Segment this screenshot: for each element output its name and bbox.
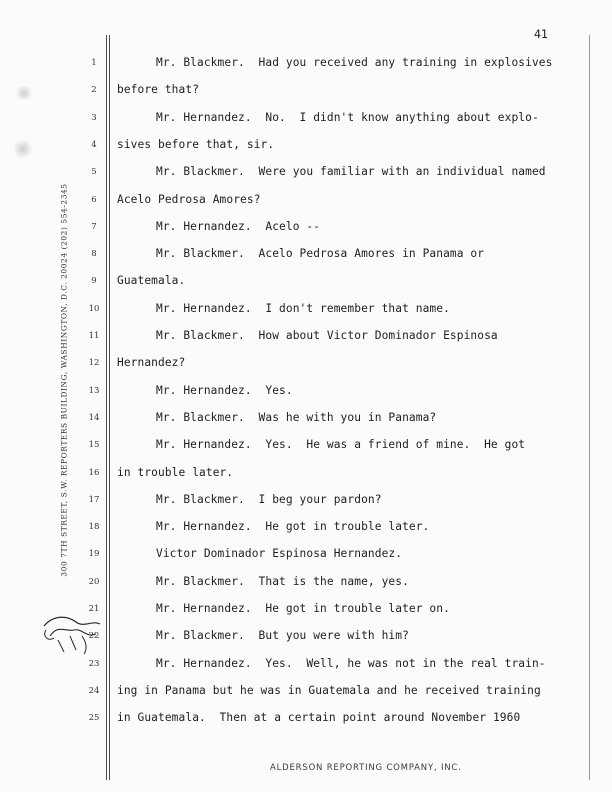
line-text: ing in Panama but he was in Guatemala and he received training xyxy=(117,683,541,697)
scan-smudge-mark xyxy=(14,86,34,100)
transcript-line xyxy=(0,327,612,345)
line-number: 1 xyxy=(91,58,97,68)
line-text: Mr. Blackmer. Were you familiar with an individual named xyxy=(156,165,546,179)
line-number: 16 xyxy=(88,467,100,478)
line-number: 10 xyxy=(88,303,100,314)
transcript-line xyxy=(0,272,612,290)
line-text: Mr. Hernandez. Yes. xyxy=(156,383,293,397)
line-text: Mr. Hernandez. No. I didn't know anything about explo- xyxy=(156,110,539,124)
transcript-line xyxy=(0,409,612,427)
line-number: 9 xyxy=(91,276,97,287)
transcript-line xyxy=(0,491,612,509)
line-number: 24 xyxy=(88,685,100,696)
line-text: Victor Dominador Espinosa Hernandez. xyxy=(156,547,403,561)
line-number: 14 xyxy=(88,412,100,423)
line-text: Mr. Hernandez. He got in trouble later on. xyxy=(156,602,450,615)
line-text: Mr. Hernandez. I don't remember that name. xyxy=(156,301,450,315)
line-number: 4 xyxy=(91,139,97,150)
footer-company-name: ALDERSON REPORTING COMPANY, INC. xyxy=(270,763,462,773)
line-number: 20 xyxy=(88,576,100,587)
transcript-line xyxy=(0,545,612,563)
line-text: Mr. Hernandez. Yes. He was a friend of mine. He got xyxy=(156,438,526,452)
line-text: sives before that, sir. xyxy=(117,137,275,151)
line-text: Mr. Blackmer. I beg your pardon? xyxy=(156,492,382,506)
line-number: 5 xyxy=(91,167,97,178)
line-text: Mr. Blackmer. But you were with him? xyxy=(156,629,409,643)
line-text: Mr. Blackmer. Was he with you in Panama? xyxy=(156,410,437,424)
transcript-line xyxy=(0,245,612,263)
line-number: 18 xyxy=(88,522,100,533)
line-number: 15 xyxy=(88,440,100,451)
line-text: in trouble later. xyxy=(117,465,234,479)
line-number: 17 xyxy=(88,494,100,505)
transcript-line xyxy=(0,354,612,372)
line-text: Mr. Hernandez. Yes. Well, he was not in the real train- xyxy=(156,656,546,670)
line-number: 21 xyxy=(88,604,100,614)
line-number: 12 xyxy=(88,358,100,369)
line-number: 7 xyxy=(91,221,97,232)
line-number: 13 xyxy=(88,385,100,396)
transcript-line xyxy=(0,163,612,181)
transcript-line xyxy=(0,81,612,99)
scan-smudge-mark xyxy=(12,140,34,158)
page-number: 41 xyxy=(534,27,548,41)
transcript-line xyxy=(0,709,612,727)
line-number: 3 xyxy=(91,112,97,123)
reporter-address-imprint: 300 7TH STREET, S.W. REPORTERS BUILDING, WASHINGTON, D.C. 20024 (202) 554-2345 xyxy=(59,183,69,577)
line-text: Mr. Hernandez. He got in trouble later. xyxy=(156,520,430,534)
line-text: Mr. Blackmer. Acelo Pedrosa Amores in Panama or xyxy=(156,247,485,261)
transcript-line xyxy=(0,191,612,209)
line-number: 19 xyxy=(88,549,100,560)
line-number: 11 xyxy=(88,331,100,341)
line-text: Guatemala. xyxy=(117,274,186,288)
line-text: in Guatemala. Then at a certain point around November 1960 xyxy=(117,711,521,725)
line-text: Acelo Pedrosa Amores? xyxy=(117,192,261,206)
line-number: 6 xyxy=(91,194,97,205)
transcript-line xyxy=(0,54,612,72)
line-text: Mr. Blackmer. That is the name, yes. xyxy=(156,574,409,588)
transcript-line xyxy=(0,464,612,482)
line-text: Mr. Hernandez. Acelo -- xyxy=(156,219,321,233)
line-number: 23 xyxy=(88,658,100,669)
line-text: Mr. Blackmer. How about Victor Dominador Espinosa xyxy=(156,329,498,342)
handwritten-initials-scribble xyxy=(40,606,104,658)
transcript-line xyxy=(0,682,612,700)
line-number: 25 xyxy=(88,713,100,724)
line-number: 8 xyxy=(91,249,97,260)
transcript-line xyxy=(0,218,612,236)
transcript-line xyxy=(0,136,612,154)
transcript-line xyxy=(0,300,612,318)
transcript-line xyxy=(0,109,612,127)
line-text: before that? xyxy=(117,83,200,97)
line-text: Hernandez? xyxy=(117,356,186,370)
transcript-line xyxy=(0,573,612,591)
line-text: Mr. Blackmer. Had you received any training in explosives xyxy=(156,56,553,69)
transcript-line xyxy=(0,436,612,454)
transcript-line xyxy=(0,518,612,536)
line-number: 2 xyxy=(91,85,97,96)
transcript-line xyxy=(0,382,612,400)
line-number: 22 xyxy=(88,631,100,642)
